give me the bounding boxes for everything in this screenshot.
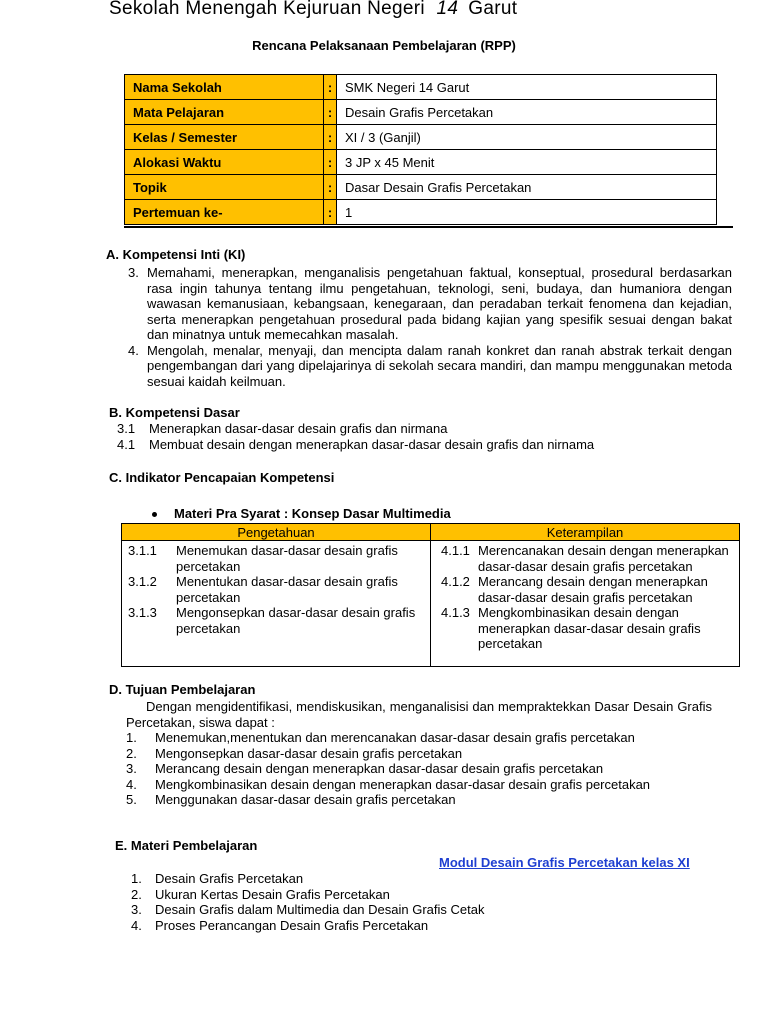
indicator-item bbox=[441, 574, 735, 605]
indicator-table bbox=[121, 523, 740, 667]
list-item-text: Mengolah, menalar, menyaji, dan mencipta dalam ranah konkret dan ranah abstrak terkait dengan pengembangan dari yang dipelajarinya di sekolah secara mandiri, dan mampu menggunakan metoda sesuai kaidah keilmuan. bbox=[147, 342, 732, 389]
list-item bbox=[117, 437, 594, 452]
identity-separator: : bbox=[324, 175, 337, 200]
list-item-number: 3. bbox=[126, 761, 137, 776]
identity-value: 3 JP x 45 Menit bbox=[337, 150, 717, 175]
indicator-item bbox=[441, 543, 735, 574]
list-item-number: 4. bbox=[126, 776, 137, 792]
indicator-text: Mengonsepkan dasar-dasar desain grafis percetakan bbox=[176, 605, 416, 636]
list-item-text: Memahami, menerapkan, menganalisis pengetahuan faktual, konseptual, prosedural berdasarkan rasa ingin tahunya tentang ilmu pengetahuan, teknologi, seni, budaya, dan humaniora dengan wawasan kemanusiaan, kebangsaan, kenegaraan, dan peradaban terkait fenomena dan kejadian, serta menerapkan pengetahuan prosedural pada bidang kajian yang spesifik sesuai dengan bakat dan minatnya untuk memecahkan masalah. bbox=[147, 265, 732, 342]
list-item bbox=[126, 792, 650, 808]
list-item bbox=[131, 887, 484, 903]
prerequisite-text: Materi Pra Syarat : Konsep Dasar Multimedia bbox=[174, 506, 451, 521]
list-item-number: 5. bbox=[126, 792, 137, 807]
indicator-number: 3.1.3 bbox=[128, 605, 157, 620]
list-item bbox=[131, 871, 484, 887]
list-item-text: Mengonsepkan dasar-dasar desain grafis percetakan bbox=[155, 745, 463, 761]
indicator-number: 3.1.1 bbox=[128, 543, 157, 558]
indicator-item bbox=[128, 543, 426, 574]
list-item-text: Menemukan,menentukan dan merencanakan dasar-dasar desain grafis percetakan bbox=[155, 730, 635, 745]
list-item-text: Menerapkan dasar-dasar desain grafis dan nirmana bbox=[149, 421, 448, 436]
identity-separator: : bbox=[324, 75, 337, 100]
section-d-title: D. Tujuan Pembelajaran bbox=[109, 682, 256, 697]
section-a-title: A. Kompetensi Inti (KI) bbox=[106, 247, 246, 262]
section-e-title: E. Materi Pembelajaran bbox=[115, 838, 258, 853]
list-item-number: 1. bbox=[131, 871, 142, 886]
list-item-number: 4. bbox=[131, 917, 142, 933]
indicator-text: Merancang desain dengan menerapkan dasar-dasar desain grafis percetakan bbox=[478, 574, 708, 605]
list-item bbox=[126, 746, 650, 762]
identity-label: Alokasi Waktu bbox=[125, 150, 324, 175]
list-item-number: 2. bbox=[131, 886, 142, 902]
indicator-item bbox=[128, 605, 426, 636]
identity-value: Dasar Desain Grafis Percetakan bbox=[337, 175, 717, 200]
list-item bbox=[131, 902, 484, 918]
section-c-title: C. Indikator Pencapaian Kompetensi bbox=[109, 470, 335, 485]
indicator-number: 3.1.2 bbox=[128, 574, 157, 589]
document-title: Rencana Pelaksanaan Pembelajaran (RPP) bbox=[252, 38, 516, 53]
identity-value: SMK Negeri 14 Garut bbox=[337, 75, 717, 100]
list-item-number: 3.1 bbox=[117, 421, 136, 436]
list-item-number: 4. bbox=[128, 342, 139, 358]
list-item-number: 3. bbox=[131, 902, 142, 917]
identity-label: Pertemuan ke- bbox=[125, 200, 324, 225]
material-list bbox=[131, 871, 484, 933]
list-item bbox=[117, 421, 447, 436]
indicator-text: Menemukan dasar-dasar desain grafis percetakan bbox=[176, 543, 398, 574]
list-item bbox=[126, 761, 650, 777]
list-item-text: Desain Grafis dalam Multimedia dan Desain Grafis Cetak bbox=[155, 902, 485, 917]
bullet-icon bbox=[152, 512, 157, 517]
identity-value: XI / 3 (Ganjil) bbox=[337, 125, 717, 150]
list-item-number: 3. bbox=[128, 265, 139, 280]
list-item bbox=[126, 777, 650, 793]
identity-value: 1 bbox=[337, 200, 717, 225]
divider bbox=[124, 226, 733, 228]
indicator-item bbox=[128, 574, 426, 605]
list-item bbox=[126, 730, 650, 746]
indicator-item bbox=[441, 605, 735, 652]
list-item-text: Menggunakan dasar-dasar desain grafis percetakan bbox=[155, 792, 456, 807]
column-header: Pengetahuan bbox=[122, 524, 431, 541]
indicator-text: Merencanakan desain dengan menerapkan dasar-dasar desain grafis percetakan bbox=[478, 543, 729, 574]
indicator-text: Menentukan dasar-dasar desain grafis percetakan bbox=[176, 574, 398, 605]
list-item-number: 4.1 bbox=[117, 437, 136, 452]
prerequisite-line bbox=[152, 506, 451, 521]
identity-row bbox=[125, 100, 717, 125]
identity-row bbox=[125, 75, 717, 100]
indicator-number: 4.1.1 bbox=[441, 543, 470, 558]
list-item-text: Ukuran Kertas Desain Grafis Percetakan bbox=[155, 886, 390, 902]
identity-row bbox=[125, 150, 717, 175]
list-item-text: Merancang desain dengan menerapkan dasar-dasar desain grafis percetakan bbox=[155, 761, 604, 776]
identity-separator: : bbox=[324, 100, 337, 125]
school-number: 14 bbox=[436, 0, 459, 19]
identity-row bbox=[125, 125, 717, 150]
identity-separator: : bbox=[324, 150, 337, 175]
list-item-text: Desain Grafis Percetakan bbox=[155, 871, 304, 886]
school-city: Garut bbox=[468, 0, 518, 19]
ki-list bbox=[128, 265, 732, 389]
list-item bbox=[131, 918, 484, 934]
identity-label: Mata Pelajaran bbox=[125, 100, 324, 125]
identity-row bbox=[125, 175, 717, 200]
identity-label: Kelas / Semester bbox=[125, 125, 324, 150]
identity-value: Desain Grafis Percetakan bbox=[337, 100, 717, 125]
objective-list bbox=[126, 730, 650, 808]
section-b-title: B. Kompetensi Dasar bbox=[109, 405, 240, 420]
module-link[interactable]: Modul Desain Grafis Percetakan kelas XI bbox=[439, 855, 690, 870]
indicator-text: Mengkombinasikan desain dengan menerapkan dasar-dasar desain grafis percetakan bbox=[478, 605, 701, 651]
identity-separator: : bbox=[324, 200, 337, 225]
indicator-number: 4.1.3 bbox=[441, 605, 470, 620]
school-title bbox=[109, 0, 517, 20]
indicator-number: 4.1.2 bbox=[441, 574, 470, 589]
list-item-number: 1. bbox=[126, 730, 137, 745]
school-name: Sekolah Menengah Kejuruan Negeri bbox=[109, 0, 425, 19]
identity-table bbox=[124, 74, 717, 225]
skill-cell bbox=[431, 541, 740, 667]
identity-label: Topik bbox=[125, 175, 324, 200]
list-item bbox=[128, 265, 732, 343]
knowledge-cell bbox=[122, 541, 431, 667]
column-header: Keterampilan bbox=[431, 524, 740, 541]
list-item bbox=[128, 343, 732, 390]
list-item-number: 2. bbox=[126, 745, 137, 761]
section-d-intro: Dengan mengidentifikasi, mendiskusikan, menganalisisi dan mempraktekkan Dasar Desain Grafis Percetakan, siswa dapat : bbox=[126, 699, 712, 730]
identity-separator: : bbox=[324, 125, 337, 150]
identity-label: Nama Sekolah bbox=[125, 75, 324, 100]
list-item-text: Membuat desain dengan menerapkan dasar-dasar desain grafis dan nirnama bbox=[149, 437, 595, 452]
list-item-text: Mengkombinasikan desain dengan menerapkan dasar-dasar desain grafis percetakan bbox=[155, 776, 651, 792]
identity-row bbox=[125, 200, 717, 225]
list-item-text: Proses Perancangan Desain Grafis Percetakan bbox=[155, 917, 429, 933]
